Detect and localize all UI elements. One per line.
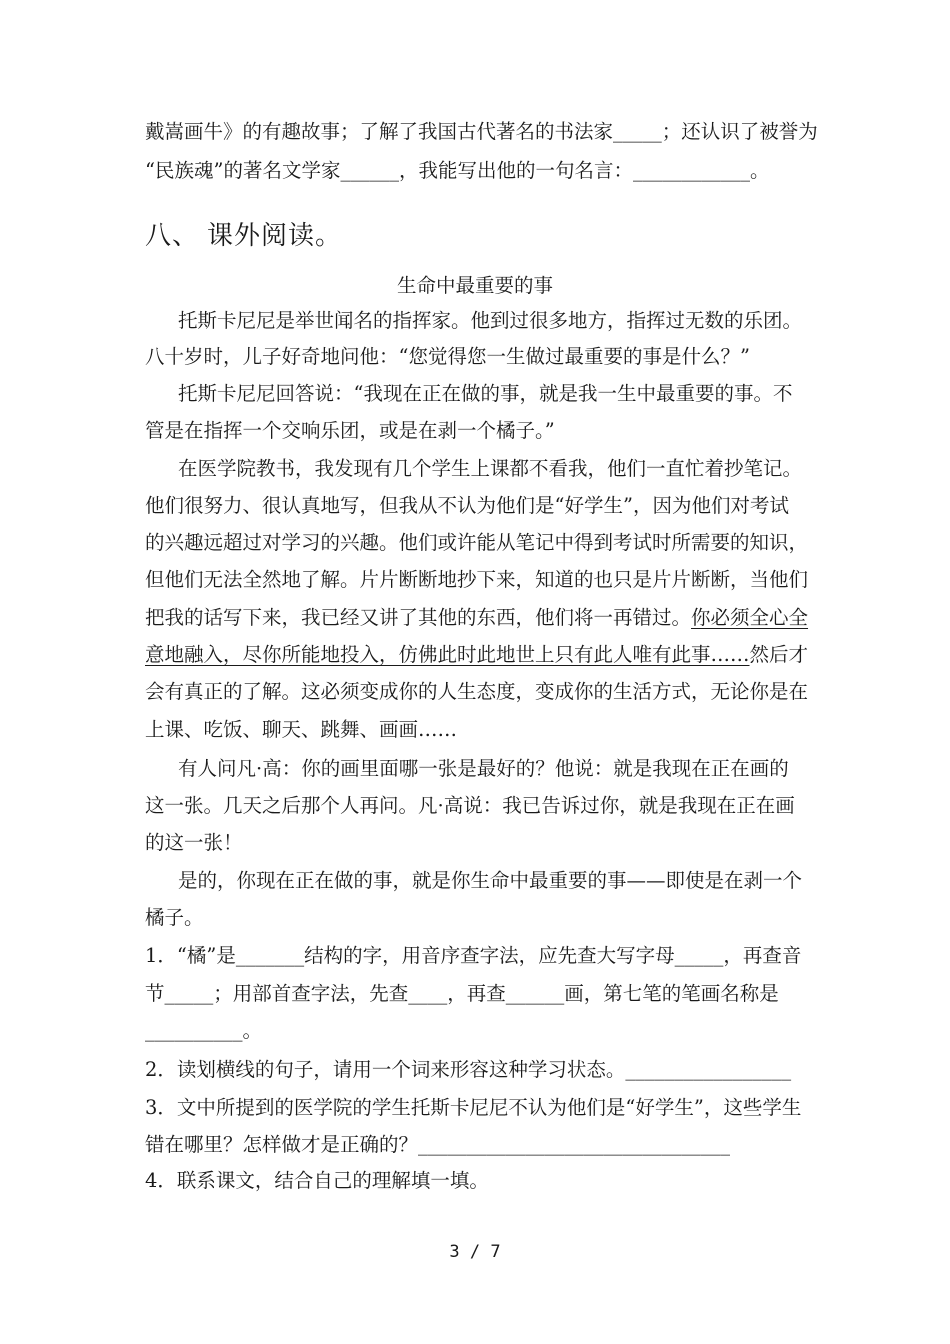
paragraph-line: 八十岁时，儿子好奇地问他：“您觉得您一生做过最重要的事是什么？”: [145, 345, 750, 368]
plain-text: 然后才: [749, 643, 809, 666]
paragraph-line: [145, 641, 810, 669]
paragraph-line: 会有真正的了解。这必须变成你的人生态度，变成你的生活方式，无论你是在: [145, 680, 809, 703]
question-4: 4．联系课文，结合自己的理解填一填。: [145, 1169, 489, 1192]
paragraph-line: [145, 604, 810, 632]
paragraph-line: 托斯卡尼尼是举世闻名的指挥家。他到过很多地方，指挥过无数的乐团。: [178, 309, 803, 332]
paragraph-line: 这一张。几天之后那个人再问。凡·高说：我已告诉过你，就是我现在正在画: [145, 794, 795, 817]
underlined-sentence: 你必须全心全: [691, 606, 809, 629]
paragraph-line: 托斯卡尼尼回答说：“我现在正在做的事，就是我一生中最重要的事。不: [178, 382, 793, 405]
underlined-sentence: 意地融入，尽你所能地投入，仿佛此时此地世上只有此人唯有此事……: [145, 643, 750, 666]
plain-text: 把我的话写下来，我已经又讲了其他的东西，他们将一再错过。: [145, 606, 692, 629]
question-1: 节_____；用部首查字法，先查____，再查______画，第七笔的笔画名称是: [145, 982, 779, 1005]
paragraph-line: 但他们无法全然地了解。片片断断地抄下来，知道的也只是片片断断，当他们: [145, 568, 809, 591]
paragraph-line: 的这一张！: [145, 831, 243, 854]
question-3: 错在哪里？怎样做才是正确的？________________________________: [145, 1133, 731, 1156]
story-title: 生命中最重要的事: [396, 274, 553, 297]
paragraph-line: 的兴趣远超过对学习的兴趣。他们或许能从笔记中得到考试时所需要的知识，: [145, 531, 809, 554]
paragraph-line: 管是在指挥一个交响乐团，或是在剥一个橘子。”: [145, 419, 555, 442]
intro-line: “民族魂”的著名文学家______，我能写出他的一句名言：____________。: [145, 159, 770, 182]
section-number: 八、: [145, 221, 200, 251]
question-1: __________。: [145, 1019, 263, 1042]
paragraph-line: 有人问凡·高：你的画里面哪一张是最好的？他说：就是我现在正在画的: [178, 757, 789, 780]
paragraph-line: 上课、吃饭、聊天、跳舞、画画……: [145, 718, 458, 741]
question-1: 1．“橘”是_______结构的字，用音序查字法，应先查大写字母_____，再查音: [145, 944, 802, 967]
intro-line: 戴嵩画牛》的有趣故事；了解了我国古代著名的书法家_____；还认识了被誉为: [145, 120, 818, 143]
question-3: 3．文中所提到的医学院的学生托斯卡尼尼不认为他们是“好学生”，这些学生: [145, 1096, 802, 1119]
paragraph-line: 橘子。: [145, 906, 204, 929]
page-number: 3 / 7: [449, 1242, 501, 1262]
paragraph-line: 他们很努力、很认真地写，但我从不认为他们是“好学生”，因为他们对考试: [145, 494, 789, 517]
section-title: 课外阅读。: [207, 221, 343, 251]
question-2: 2．读划横线的句子，请用一个词来形容这种学习状态。_________________: [145, 1058, 792, 1081]
paragraph-line: 是的，你现在正在做的事，就是你生命中最重要的事——即使是在剥一个: [178, 869, 803, 892]
paragraph-line: 在医学院教书，我发现有几个学生上课都不看我，他们一直忙着抄笔记。: [178, 457, 803, 480]
section-heading: [145, 218, 342, 254]
